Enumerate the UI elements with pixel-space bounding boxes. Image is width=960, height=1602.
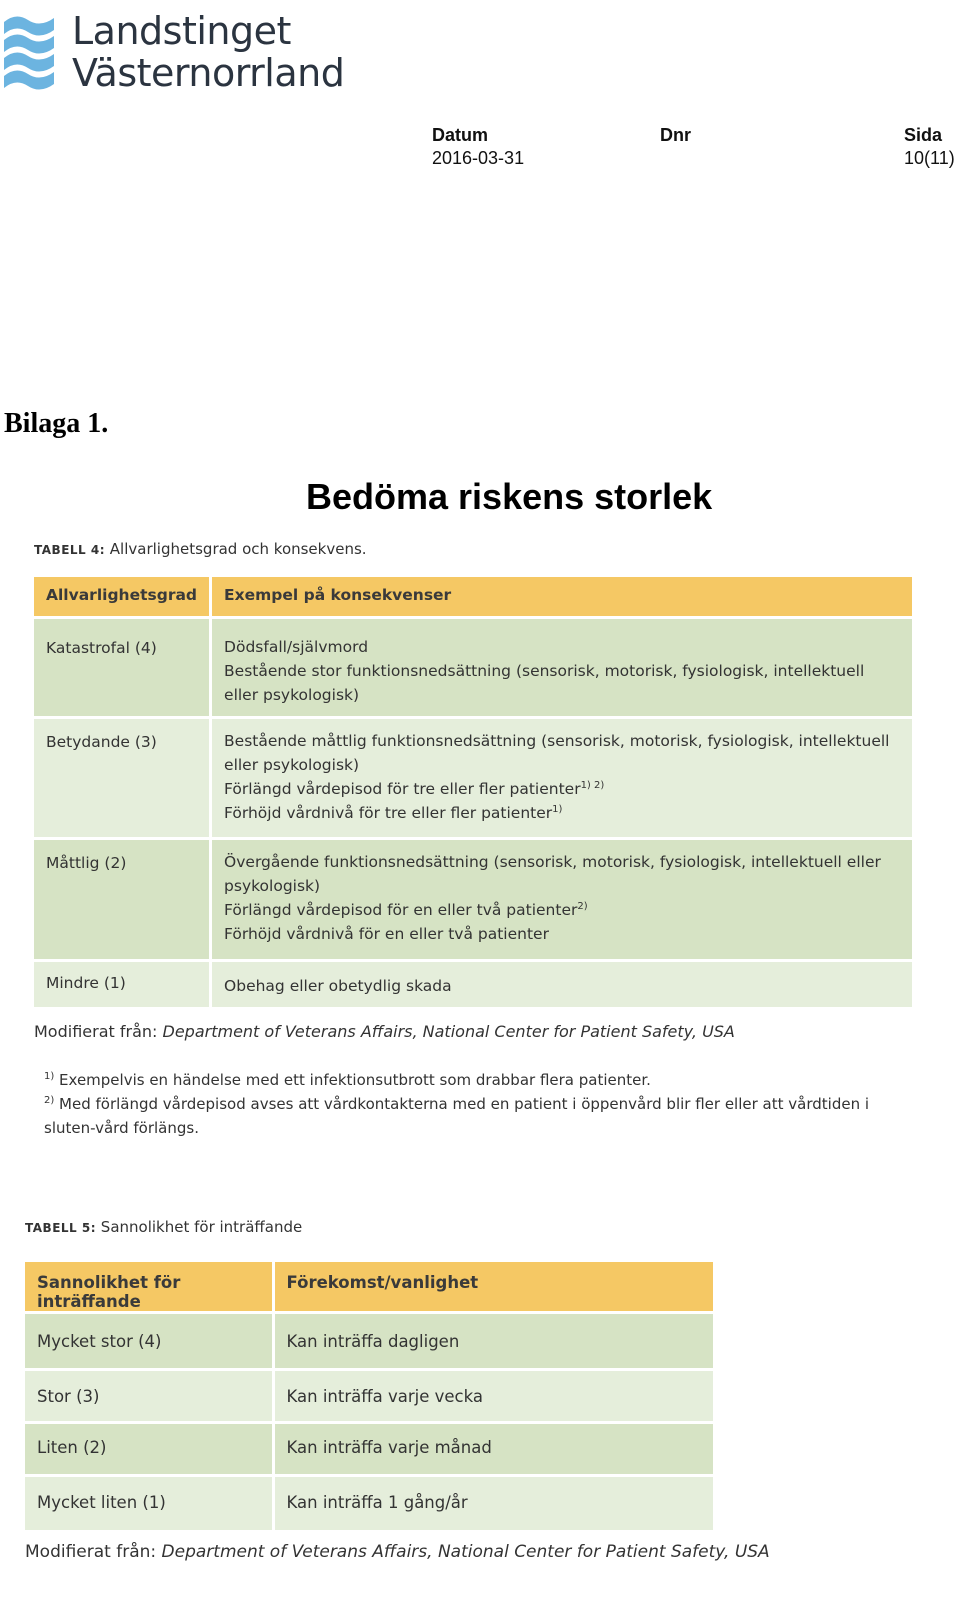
consequence-line: eller psykologisk) <box>224 685 360 704</box>
logo-line1: Landstinget <box>72 9 291 53</box>
table4-header-1: Allvarlighetsgrad <box>34 577 211 617</box>
table5-header-1: Sannolikhet för inträffande <box>25 1262 273 1313</box>
consequence-line: Obehag eller obetydlig skada <box>224 976 452 995</box>
table5-source-text: Department of Veterans Affairs, National Center for Patient Safety, USA <box>161 1542 770 1562</box>
consequence-line: psykologisk) <box>224 876 321 895</box>
table5-frequency: Kan inträffa dagligen <box>273 1313 713 1370</box>
table4-consequences <box>211 717 912 838</box>
table4-level: Katastrofal (4) <box>34 617 211 717</box>
table4-footnotes <box>44 1068 914 1140</box>
table4-consequences <box>211 960 912 1008</box>
table-row <box>25 1423 713 1476</box>
table4-consequences <box>211 838 912 960</box>
table4-level: Mindre (1) <box>34 960 211 1008</box>
meta-dnr <box>660 124 691 147</box>
logo-line2: Västernorrland <box>72 51 345 95</box>
page-title: Bedöma riskens storlek <box>306 476 713 517</box>
table5-frequency: Kan inträffa 1 gång/år <box>273 1476 713 1532</box>
table4-source <box>34 1022 735 1041</box>
consequence-line: eller psykologisk) <box>224 755 360 774</box>
table4-level: Måttlig (2) <box>34 838 211 960</box>
table-row <box>34 717 912 838</box>
consequence-line: Förhöjd vårdnivå för en eller två patienter <box>224 924 549 943</box>
table5-level: Liten (2) <box>25 1423 273 1476</box>
table4-consequences <box>211 617 912 717</box>
meta-datum <box>432 124 524 170</box>
table-row <box>34 838 912 960</box>
table5-frequency: Kan inträffa varje månad <box>273 1423 713 1476</box>
consequence-line: Bestående stor funktionsnedsättning (sensorisk, motorisk, fysiologisk, intellektuell <box>224 661 865 680</box>
datum-value: 2016-03-31 <box>432 148 525 168</box>
consequence-line: Övergående funktionsnedsättning (sensorisk, motorisk, fysiologisk, intellektuell eller <box>224 852 881 871</box>
sida-value: 10(11) <box>904 148 955 168</box>
consequence-line: Förhöjd vårdnivå för tre eller fler patienter$^{1)}$ <box>224 803 563 822</box>
table-row <box>25 1476 713 1532</box>
table4-caption-label: TABELL 4: <box>34 543 106 557</box>
consequence-line: Dödsfall/självmord <box>224 637 369 656</box>
sida-label: Sida <box>904 125 943 145</box>
table-row <box>25 1313 713 1370</box>
logo <box>0 6 345 95</box>
table4-header-row <box>34 577 912 617</box>
table5-source-label: Modifierat från: <box>25 1542 157 1562</box>
consequence-line: Förlängd vårdepisod för tre eller fler patienter$^{1) 2)}$ <box>224 779 605 798</box>
table5 <box>25 1262 713 1533</box>
table5-caption-text: Sannolikhet för inträffande <box>100 1218 303 1236</box>
table-row <box>34 617 912 717</box>
table4-caption <box>34 540 367 558</box>
footnote: $^{2)}$ Med förlängd vårdepisod avses att vårdkontakterna med en patient i öppenvård blir fler eller att vårdtiden i sluten-vård förlängs. <box>44 1095 870 1137</box>
table5-caption-label: TABELL 5: <box>25 1221 97 1235</box>
bilaga-heading: Bilaga 1. <box>4 408 109 439</box>
table5-level: Stor (3) <box>25 1370 273 1423</box>
table5-caption <box>25 1218 302 1236</box>
table4-header-2: Exempel på konsekvenser <box>211 577 912 617</box>
table-row <box>34 960 912 1008</box>
logo-text <box>72 10 344 94</box>
meta-sida <box>904 124 955 170</box>
table5-header-row <box>25 1262 713 1313</box>
table4-caption-text: Allvarlighetsgrad och konsekvens. <box>109 540 367 558</box>
consequence-line: Förlängd vårdepisod för en eller två patienter$^{2)}$ <box>224 900 588 919</box>
table4-level: Betydande (3) <box>34 717 211 838</box>
table4 <box>34 577 912 1010</box>
logo-waves-icon <box>2 12 56 90</box>
table5-frequency: Kan inträffa varje vecka <box>273 1370 713 1423</box>
dnr-label: Dnr <box>660 125 691 145</box>
table-row <box>25 1370 713 1423</box>
consequence-line: Bestående måttlig funktionsnedsättning (sensorisk, motorisk, fysiologisk, intellektuell <box>224 731 890 750</box>
table5-header-2: Förekomst/vanlighet <box>273 1262 713 1313</box>
table4-source-label: Modifierat från: <box>34 1022 158 1041</box>
table5-source <box>25 1542 770 1562</box>
table4-source-text: Department of Veterans Affairs, National Center for Patient Safety, USA <box>162 1022 735 1041</box>
footnote: $^{1)}$ Exempelvis en händelse med ett infektionsutbrott som drabbar flera patienter. <box>44 1071 651 1089</box>
table5-level: Mycket liten (1) <box>25 1476 273 1532</box>
table5-level: Mycket stor (4) <box>25 1313 273 1370</box>
datum-label: Datum <box>432 125 489 145</box>
